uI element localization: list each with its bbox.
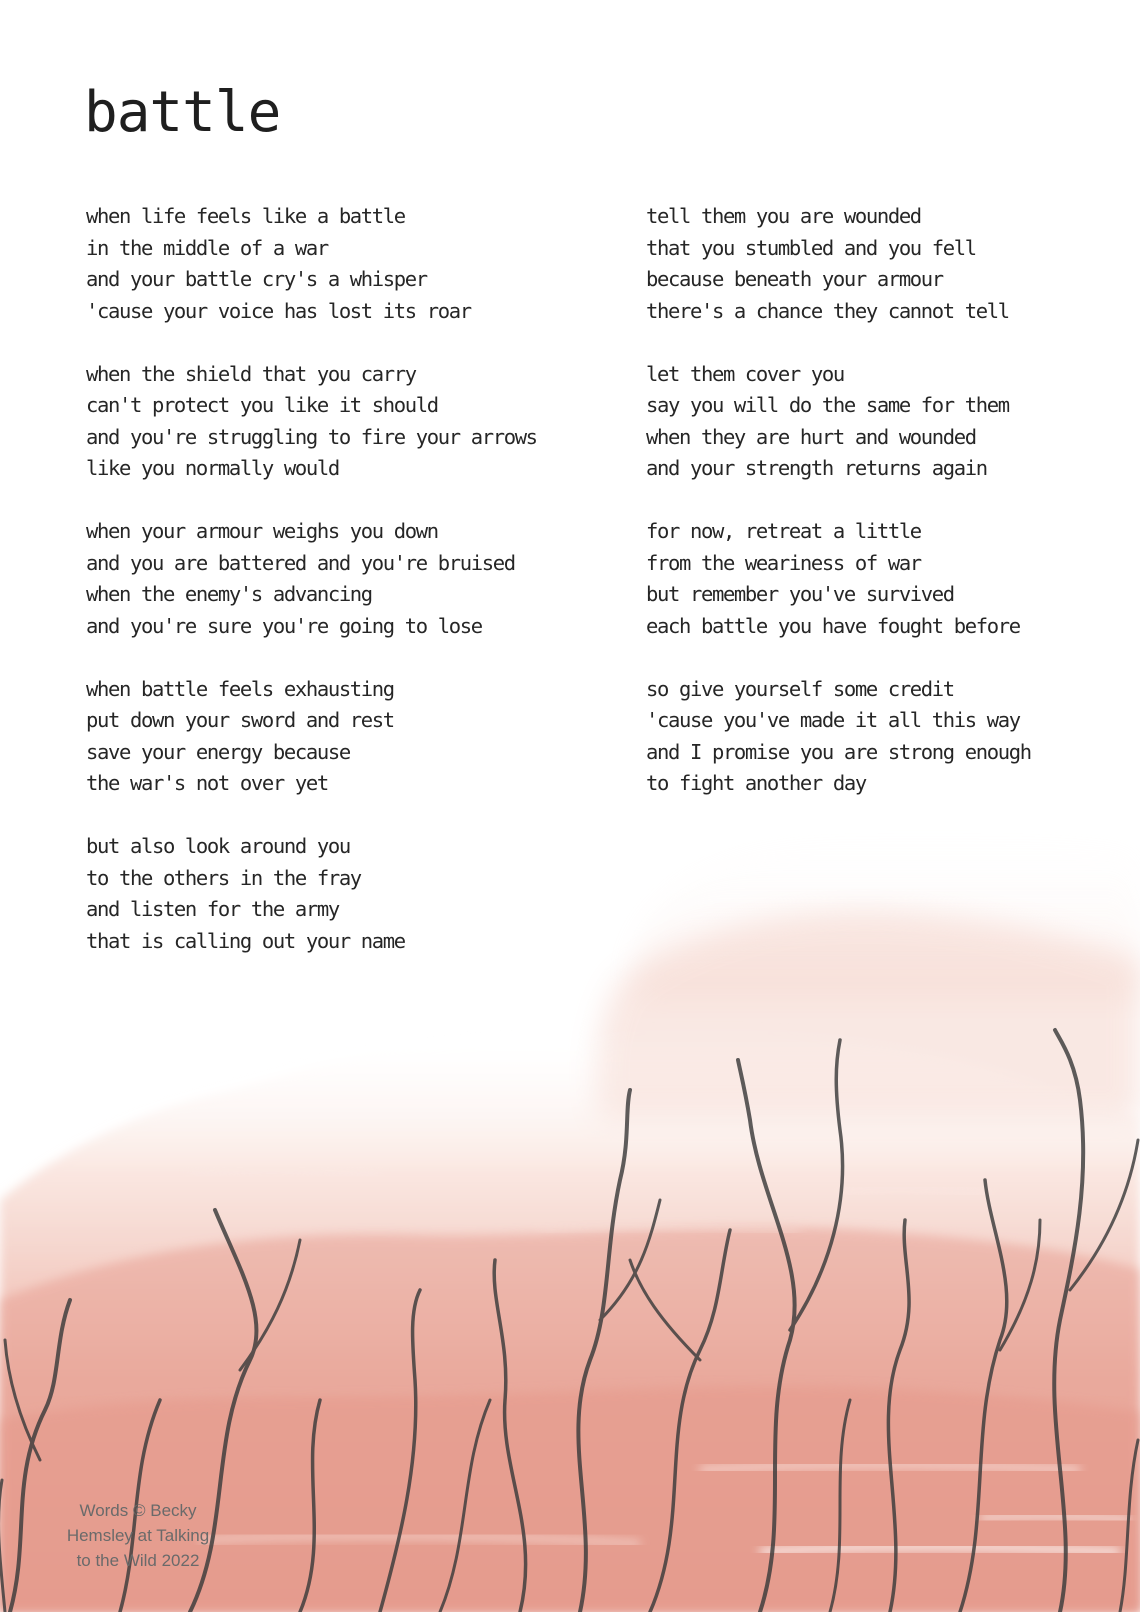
stanza: [646, 359, 1136, 485]
poem-line: from the weariness of war: [646, 550, 921, 575]
credit-line: Hemsley at Talking: [66, 1526, 210, 1545]
stanza: [646, 516, 1136, 642]
stanza: [86, 831, 606, 957]
poem-line: so give yourself some credit: [646, 676, 954, 701]
poem-line: that you stumbled and you fell: [646, 235, 976, 260]
poem-line: and you are battered and you're bruised: [86, 550, 515, 575]
poem-line: to the others in the fray: [86, 865, 361, 890]
poem-line: when they are hurt and wounded: [646, 424, 976, 449]
credit-line: Words © Becky: [79, 1501, 197, 1520]
stanza: [86, 201, 606, 327]
poem-line: like you normally would: [86, 456, 339, 480]
poem-line: let them cover you: [646, 361, 844, 386]
poem-line: can't protect you like it should: [86, 393, 438, 417]
poem-right-column: [646, 201, 1136, 831]
poem-line: and I promise you are strong enough: [646, 739, 1031, 764]
poem-line: when the enemy's advancing: [86, 582, 372, 606]
credit-line: to the Wild 2022: [76, 1551, 200, 1570]
poem-line: when life feels like a battle: [86, 204, 405, 228]
poem-line: and you're sure you're going to lose: [86, 613, 482, 638]
poem-line: 'cause you've made it all this way: [646, 708, 1020, 732]
poem-line: to fight another day: [646, 771, 866, 795]
poem-line: but also look around you: [86, 834, 350, 858]
poem-line: the war's not over yet: [86, 771, 328, 795]
stanza: [646, 201, 1136, 327]
poem-line: say you will do the same for them: [646, 393, 1009, 417]
stanza: [86, 674, 606, 800]
poem-title: battle: [84, 80, 281, 145]
poem-left-column: [86, 201, 606, 989]
poem-line: and your battle cry's a whisper: [86, 267, 427, 291]
poem-line: when the shield that you carry: [86, 361, 416, 386]
poem-line: in the middle of a war: [86, 235, 328, 260]
poem-line: put down your sword and rest: [86, 708, 394, 732]
poem-line: each battle you have fought before: [646, 613, 1020, 638]
poem-line: because beneath your armour: [646, 267, 943, 291]
poem-line: but remember you've survived: [646, 582, 954, 606]
poem-line: 'cause your voice has lost its roar: [86, 298, 471, 323]
poem-line: there's a chance they cannot tell: [646, 298, 1009, 323]
stanza: [86, 359, 606, 485]
poem-line: save your energy because: [86, 739, 350, 764]
poem-line: when battle feels exhausting: [86, 676, 394, 701]
author-credit: [52, 1498, 224, 1573]
stanza: [86, 516, 606, 642]
poem-line: that is calling out your name: [86, 928, 405, 953]
poem-line: and listen for the army: [86, 897, 339, 921]
stanza: [646, 674, 1136, 800]
poem-line: and your strength returns again: [646, 456, 987, 480]
poem-line: tell them you are wounded: [646, 204, 921, 228]
poem-line: for now, retreat a little: [646, 519, 921, 543]
poem-line: and you're struggling to fire your arrows: [86, 424, 537, 449]
poem-line: when your armour weighs you down: [86, 519, 438, 543]
